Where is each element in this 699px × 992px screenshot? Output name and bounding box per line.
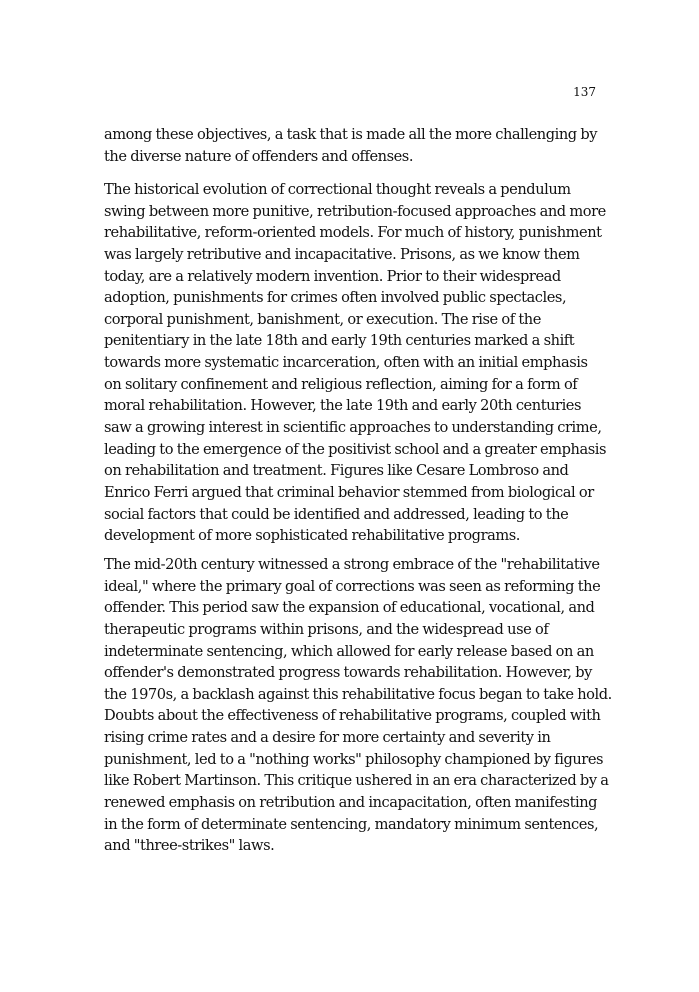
text-line: renewed emphasis on retribution and incapacitation, often manifesting: [104, 794, 598, 812]
text-line: among these objectives, a task that is made all the more challenging by: [104, 126, 598, 143]
text-line: in the form of determinate sentencing, mandatory minimum sentences,: [104, 815, 599, 833]
text-line: the diverse nature of offenders and offenses.: [104, 147, 414, 165]
text-line: on rehabilitation and treatment. Figures like Cesare Lombroso and: [104, 462, 569, 480]
text-line: ideal," where the primary goal of corrections was seen as reforming the: [104, 577, 601, 595]
text-line: Enrico Ferri argued that criminal behavior stemmed from biological or: [104, 483, 594, 501]
text-line: corporal punishment, banishment, or execution. The rise of the: [104, 310, 541, 328]
text-line: adoption, punishments for crimes often involved public spectacles,: [104, 289, 567, 307]
text-line: rising crime rates and a desire for more certainty and severity in: [104, 729, 551, 747]
text-line: The mid-20th century witnessed a strong embrace of the "rehabilitative: [104, 556, 600, 573]
text-line: on solitary confinement and religious reflection, aiming for a form of: [104, 375, 578, 393]
text-line: social factors that could be identified and addressed, leading to the: [104, 505, 569, 523]
text-line: towards more systematic incarceration, often with an initial emphasis: [104, 354, 588, 372]
text-line: today, are a relatively modern invention. Prior to their widespread: [104, 267, 561, 285]
text-line: therapeutic programs within prisons, and the widespread use of: [104, 620, 549, 638]
text-line: development of more sophisticated rehabilitative programs.: [104, 527, 520, 545]
text-line: offender. This period saw the expansion of educational, vocational, and: [104, 599, 595, 617]
text-line: moral rehabilitation. However, the late 19th and early 20th centuries: [104, 397, 582, 415]
paragraph-mid-20th-century: [104, 554, 612, 857]
paragraph-continuation: [104, 124, 604, 167]
text-line: leading to the emergence of the positivist school and a greater emphasis: [104, 440, 607, 458]
text-line: punishment, led to a "nothing works" philosophy championed by figures: [104, 750, 604, 768]
text-line: saw a growing interest in scientific approaches to understanding crime,: [104, 419, 602, 437]
page-number: 137: [573, 85, 596, 99]
text-line: the 1970s, a backlash against this rehabilitative focus began to take hold.: [104, 685, 612, 703]
paragraph-historical-evolution: [104, 179, 607, 547]
text-line: offender's demonstrated progress towards rehabilitation. However, by: [104, 664, 592, 682]
text-line: penitentiary in the late 18th and early 19th centuries marked a shift: [104, 332, 575, 350]
text-line: rehabilitative, reform-oriented models. For much of history, punishment: [104, 224, 602, 242]
text-line: Doubts about the effectiveness of rehabilitative programs, coupled with: [104, 707, 601, 725]
text-line: The historical evolution of correctional thought reveals a pendulum: [104, 181, 571, 198]
text-line: indeterminate sentencing, which allowed for early release based on an: [104, 642, 594, 660]
text-line: was largely retributive and incapacitative. Prisons, as we know them: [104, 245, 580, 263]
text-line: swing between more punitive, retribution-focused approaches and more: [104, 202, 606, 220]
text-line: and "three-strikes" laws.: [104, 837, 275, 855]
text-line: like Robert Martinson. This critique ushered in an era characterized by a: [104, 772, 609, 790]
